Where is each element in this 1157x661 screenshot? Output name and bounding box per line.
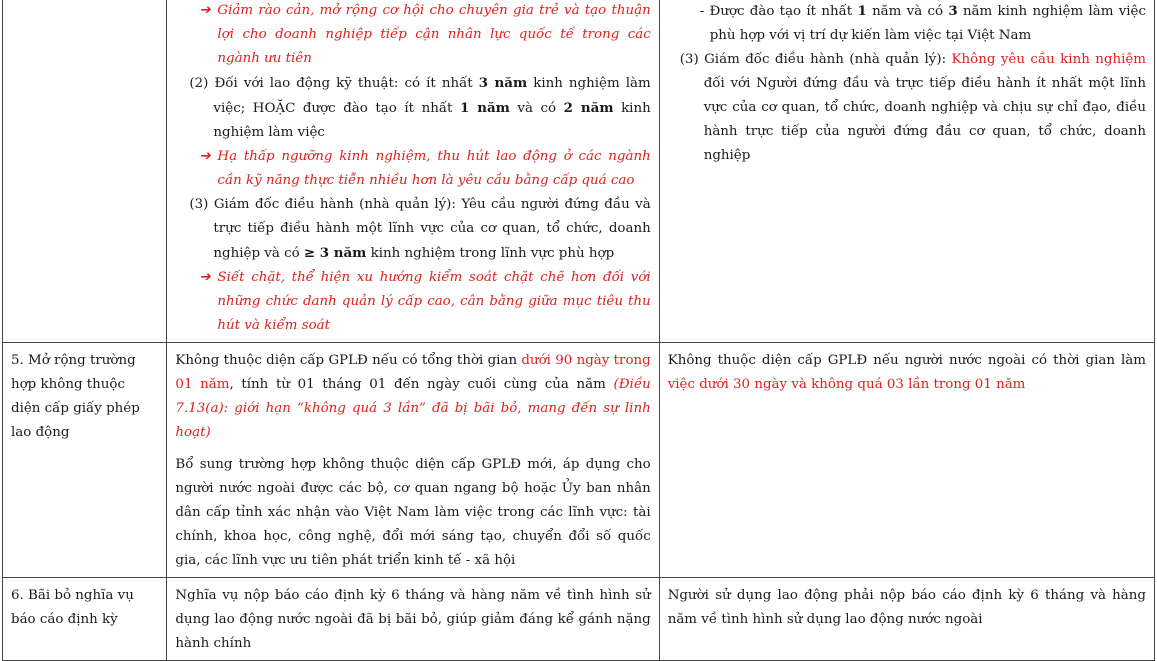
paragraph: Không thuộc diện cấp GPLĐ nếu có tổng thời gian dưới 90 ngày trong 01 năm, tính từ 01 tháng 01 đến ngày cuối cùng của năm (Điều 7.13(a): giới hạn “không quá 3 lần” đã bị bãi bỏ, mang đến sự linh hoạt): [175, 353, 651, 440]
row-label: 6. Bãi bỏ nghĩa vụ báo cáo định kỳ: [11, 588, 134, 627]
row-label-cell: [3, 578, 167, 661]
note-text: Hạ thấp ngưỡng kinh nghiệm, thu hút lao động ở các ngành cần kỹ năng thực tiễn nhiều hơn là yêu cầu bằng cấp quá cao: [217, 149, 651, 188]
note-text: Siết chặt, thể hiện xu hướng kiểm soát chặt chẽ hơn đối với những chức danh quản lý cấp cao, cân bằng giữa mục tiêu thu hút và kiểm soát: [217, 270, 651, 333]
paragraph: Người sử dụng lao động phải nộp báo cáo định kỳ 6 tháng và hàng năm về tình hình sử dụng lao động nước ngoài: [667, 588, 1146, 627]
old-regulation-cell: [659, 578, 1154, 661]
paragraph: Nghĩa vụ nộp báo cáo định kỳ 6 tháng và hàng năm về tình hình sử dụng lao động nước ngoài đã bị bãi bỏ, giúp giảm đáng kể gánh nặng hành chính: [175, 588, 651, 651]
arrow-right-icon: ➔: [199, 149, 211, 164]
table-row: [3, 578, 1155, 661]
comparison-table: [2, 0, 1155, 661]
table-row: [3, 343, 1155, 578]
note-text: Giảm rào cản, mở rộng cơ hội cho chuyên gia trẻ và tạo thuận lợi cho doanh nghiệp tiếp cận nhân lực quốc tế trong các ngành ưu tiên: [217, 3, 651, 66]
new-regulation-cell: [167, 343, 659, 578]
arrow-right-icon: ➔: [199, 270, 211, 285]
criteria-item: (3) Giám đốc điều hành (nhà quản lý): Không yêu cầu kinh nghiệm đối với Người đứng đầu và trực tiếp điều hành ít nhất một lĩnh vực của cơ quan, tổ chức, doanh nghiệp và chịu sự chỉ đạo, điều hành trực tiếp của người đứng đầu cơ quan, tổ chức, doanh nghiệp: [679, 52, 1146, 163]
row-label-cell: [3, 343, 167, 578]
row-label-cell: [3, 0, 167, 343]
table-row: [3, 0, 1155, 343]
new-regulation-cell: [167, 578, 659, 661]
old-regulation-cell: [659, 343, 1154, 578]
arrow-right-icon: ➔: [199, 3, 211, 18]
paragraph: Không thuộc diện cấp GPLĐ nếu người nước ngoài có thời gian làm việc dưới 30 ngày và không quá 03 lần trong 01 năm: [667, 353, 1146, 392]
criteria-item: (3) Giám đốc điều hành (nhà quản lý): Yêu cầu người đứng đầu và trực tiếp điều hành một lĩnh vực của cơ quan, tổ chức, doanh nghiệp và có ≥ 3 năm kinh nghiệm trong lĩnh vực phù hợp: [189, 197, 651, 261]
old-regulation-cell: [659, 0, 1154, 343]
row-label: 5. Mở rộng trường hợp không thuộc diện cấp giấy phép lao động: [11, 353, 140, 440]
criteria-item: - Được đào tạo ít nhất 1 năm và có 3 năm kinh nghiệm làm việc phù hợp với vị trí dự kiến làm việc tại Việt Nam: [699, 3, 1146, 43]
criteria-item: (2) Đối với lao động kỹ thuật: có ít nhất 3 năm kinh nghiệm làm việc; HOẶC được đào tạo ít nhất 1 năm và có 2 năm kinh nghiệm làm việc: [189, 75, 651, 140]
new-regulation-cell: [167, 0, 659, 343]
paragraph: Bổ sung trường hợp không thuộc diện cấp GPLĐ mới, áp dụng cho người nước ngoài được các bộ, cơ quan ngang bộ hoặc Ủy ban nhân dân cấp tỉnh xác nhận vào Việt Nam làm việc trong các lĩnh vực: tài chính, khoa học, công nghệ, đổi mới sáng tạo, chuyển đổi số quốc gia, các lĩnh vực ưu tiên phát triển kinh tế - xã hội: [175, 457, 651, 568]
